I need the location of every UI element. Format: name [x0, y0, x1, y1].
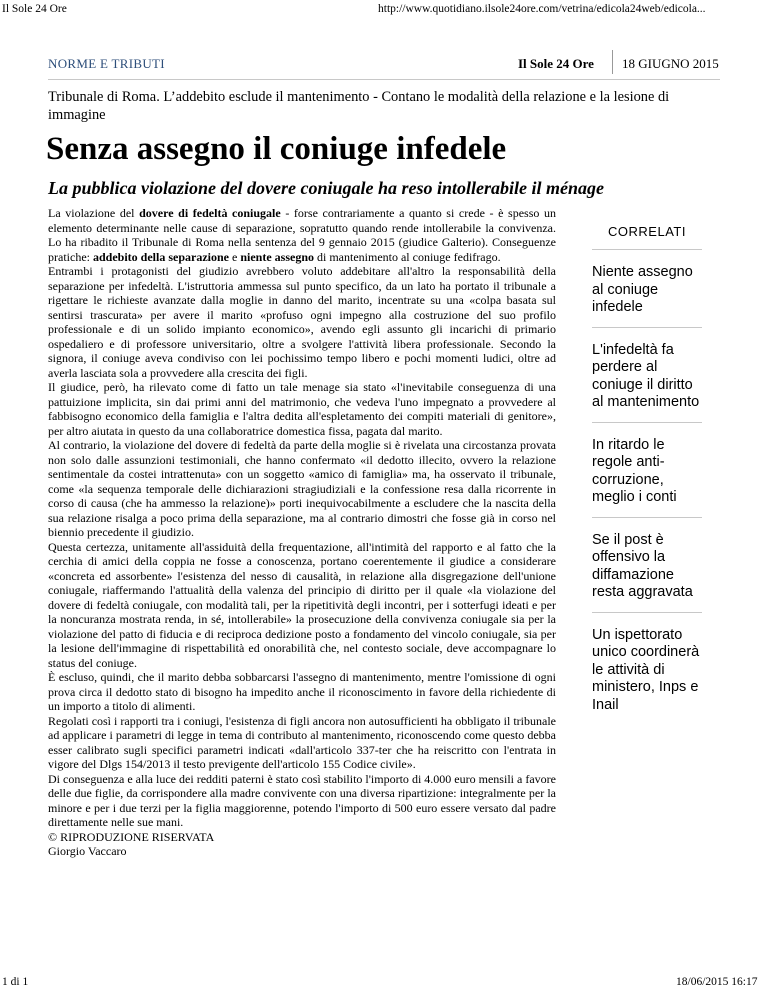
paragraph-6: È escluso, quindi, che il marito debba sobbarcarsi l'assegno di mantenimento, mentre l'omissione di ogni prova circa il dedotto stato di bisogno ha impedito anche il riconoscimento in favore della richiedente di un importo a titolo di alimenti.: [48, 670, 556, 713]
related-link-5[interactable]: Un ispettorato unico coordinerà le attività di ministero, Inps e Inail: [592, 626, 700, 713]
print-header: [0, 0, 768, 20]
article-kicker: Tribunale di Roma. L’addebito esclude il mantenimento - Contano le modalità della relazione e la lesione di immagine: [48, 89, 670, 123]
header-divider: [612, 50, 613, 74]
related-link-1[interactable]: Niente assegno al coniuge infedele: [592, 250, 702, 328]
copyright: © RIPRODUZIONE RISERVATA: [48, 829, 215, 844]
paragraph-2: Entrambi i protagonisti del giudizio avrebbero voluto addebitare all'altro la responsabilità della separazione per infedeltà. L'istruttoria ammessa sul punto specifico, da un lato ha portato il tribunale a rigettare le richieste avanzate dalla moglie in danno del marito, incentrate su una «colpa basata sul sentirsi trascurata» per avere il marito «profuso ogni impegno alla costruzione del suo profilo professionale e di un solido impianto economico», avendo egli assunto gli incarichi di primario ospedaliero e di professore universitario, oltre a svolgere l'attività libera professionale. Secondo la signora, il coniuge aveva condiviso con lei pochissimo tempo libero e pochi momenti ludici, oltre ad averla lasciata sola a provvedere alla crescita dei figli.: [48, 264, 556, 380]
print-header-url[interactable]: http://www.quotidiano.ilsole24ore.com/vetrina/edicola24web/edicola...: [378, 3, 706, 15]
paragraph-4: Al contrario, la violazione del dovere di fedeltà da parte della moglie si è rivelata una circostanza provata non solo dalle assunzioni testimoniali, che hanno confermato «il dedotto illecito, ovvero la relazione sentimentale da costei intrattenuta» con un soggetto «amico di famiglia» ma, ha osservato il tribunale, come «la sequenza temporale delle dichiarazioni stragiudiziali e la confessione resa dalla ricorrente in corso di causa (che ha ammesso la relazione)» porti inequivocabilmente a escludere che la nascita della sua relazione risalga a poco prima della separazione, ma al contrario dimostri che fosse già in corso nel biennio precedente il giudizio.: [48, 438, 556, 539]
emphasis-fedelta: dovere di fedeltà coniugale: [139, 206, 281, 220]
related-link-3[interactable]: In ritardo le regole anti-corruzione, meglio i conti: [592, 423, 702, 518]
publication-date: 18 GIUGNO 2015: [622, 56, 719, 71]
newspaper-brand: Il Sole 24 Ore: [518, 56, 594, 71]
related-link-2[interactable]: L'infedeltà fa perdere al coniuge il diritto al mantenimento: [592, 328, 702, 423]
text-run: La violazione del: [48, 206, 140, 220]
paragraph-7: Regolati così i rapporti tra i coniugi, l'esistenza di figli ancora non autosufficienti ha obbligato il tribunale ad applicare i parametri di legge in tema di contributo al mantenimento, riconoscendo come questo debba esser calibrato sugli specifici parametri indicati «dall'articolo 337-ter che ha reiscritto con l'entrata in vigore del Dlgs 154/2013 il testo previgente dell'articolo 155 Codice civile».: [48, 713, 556, 771]
emphasis-addebito: addebito della separazione: [92, 249, 229, 264]
paragraph-8: Di conseguenza e alla luce dei redditi paterni è stato così stabilito l'importo di 4.000 euro mensili a favore delle due figlie, da corrispondere alla madre convivente con una diversa ripartizione: integralmente per la minore e per i due terzi per la figlia maggiorenne, potendo l'importo di 500 euro essere versato dal padre direttamente nelle sue mani.: [48, 771, 556, 829]
related-header: CORRELATI: [592, 212, 702, 250]
section-label[interactable]: NORME E TRIBUTI: [48, 56, 165, 71]
author: Giorgio Vaccaro: [48, 844, 127, 858]
related-link-4[interactable]: Se il post è offensivo la diffamazione resta aggravata: [592, 518, 702, 613]
text-run: e: [229, 249, 241, 264]
article-title: Senza assegno il coniuge infedele: [46, 131, 507, 167]
related-sidebar: [592, 212, 702, 724]
paragraph-5: Questa certezza, unitamente all'assiduità della frequentazione, all'intimità del rapporto e al fatto che la cerchia di amici della coppia ne fosse a conoscenza, portano coerentemente il giudice a considerare «concreta ed assorbente» l'esistenza del nesso di causalità, in relazione alla disgregazione dell'unione coniugale, riaffermando l'attualità della valenza del principio di diritto per il quale «la violazione del dovere di fedeltà coniugale, con modalità tali, per la ripetitività degli incontri, per i sotterfugi ideati e per la noncuranza mostrata renda, in sé, intollerabile» la prosecuzione della convivenza coniugale sia per la violazione del patto di fiducia e di reciproca dedizione posto a fondamento del vincolo coniugale, sia per la lesione dell'immagine di rispettabilità ed onorabilità che, nel contesto sociale, deve accompagnare lo status del coniuge.: [48, 539, 556, 670]
header-rule: [48, 79, 720, 80]
article-header: [48, 56, 720, 78]
paragraph-3: Il giudice, però, ha rilevato come di fatto un tale menage sia stato «l'inevitabile conseguenza di una pattuizione implicita, sin dai primi anni del matrimonio, che vedeva l'uno impegnato a provvedere al fabbisogno economico della famiglia e l'altra dedita all'espletamento dei compiti materiali di genitore», per altro aiutata in questo da una collaboratrice domestica fissa, pagata dal marito.: [48, 380, 556, 438]
paragraph-1: [48, 206, 556, 264]
page-count: 1 di 1: [2, 976, 29, 988]
article-body: [48, 206, 556, 859]
emphasis-niente-assegno: niente assegno: [240, 249, 314, 264]
print-header-title: Il Sole 24 Ore: [2, 3, 67, 15]
print-timestamp: 18/06/2015 16:17: [676, 976, 758, 988]
article-subtitle: La pubblica violazione del dovere coniugale ha reso intollerabile il ménage: [48, 178, 604, 198]
text-run: - forse contrariamente a quanto si crede - è spesso un elemento determinante nelle cause di separazione, sopratutto quando rende intollerabile la convivenza. Lo ha ribadito il Tribunale di Roma nella sentenza del 9 gennaio 2015 (giudice Galterio). Conseguenze pratiche:: [48, 206, 556, 264]
print-footer: [0, 972, 768, 992]
text-run: di mantenimento al coniuge fedifrago.: [314, 249, 501, 264]
